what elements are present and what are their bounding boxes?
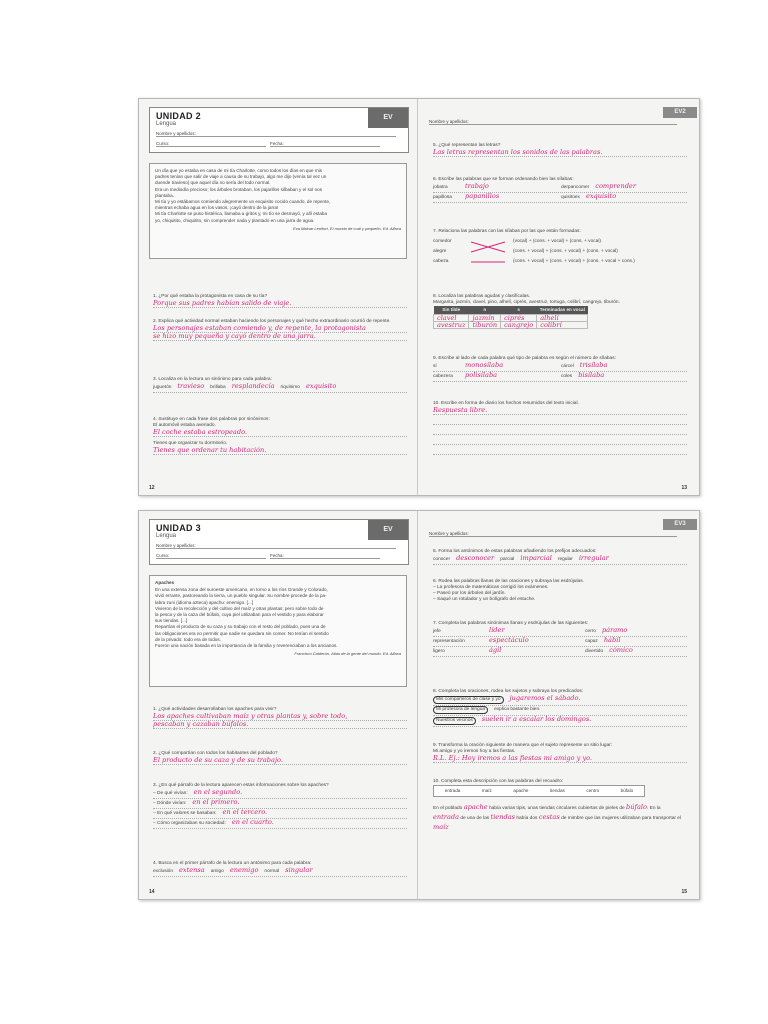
course-field[interactable]: Curso: [156, 141, 266, 147]
word: regular [557, 557, 573, 562]
word: exclusión [153, 869, 173, 874]
word: papillosa [433, 195, 452, 200]
reading-line: Vivieron de la recolección y del cultivo del maíz y otras plantas; pero sobre todo de [155, 605, 324, 611]
answer: Las letras representan los sonidos de las palabras. [433, 149, 687, 157]
answer: páramo [601, 626, 628, 634]
answer: hábil [603, 636, 621, 644]
word: juguetón [153, 385, 172, 390]
table-cell: cangrejo [501, 322, 537, 329]
box-word: búfalo [620, 788, 634, 793]
word: cerro [585, 629, 596, 634]
description-paragraph: En el poblado apache había varias tipis, unas tiendas circulares cubiertas de pieles de búfalo. En la entrada de una de las tiendas había dos cestas de mimbre que las mujeres utilizaban para transportar el maíz [433, 803, 682, 831]
date-field[interactable]: Fecha: [270, 553, 380, 559]
name-field[interactable]: Nombre y apellidos: [156, 131, 396, 137]
answer: R.L. Ej.: Hoy iremos a las fiestas mi amigo y yo. [433, 755, 687, 763]
name-field[interactable]: Nombre y apellidos: [429, 119, 677, 125]
reading-line: la pesca y de la caza del búfalo, cuya piel utilizaban para el vestido y para elaborar [155, 612, 324, 618]
answer: exquisito [305, 382, 337, 390]
word: capaz [585, 639, 598, 644]
answer: entrada [433, 813, 460, 821]
word: coles [561, 374, 573, 379]
date-field[interactable]: Fecha: [270, 141, 380, 147]
answer: Los personajes estaban comiendo y, de repente, la protagonista [153, 325, 407, 333]
answer: cómico [609, 646, 633, 654]
word: brillaba [210, 385, 226, 390]
answer: espectáculo [489, 636, 529, 644]
reading-line: de la privado: todo era de todos. [155, 636, 221, 642]
page-left [139, 99, 418, 495]
syllable-pattern: (vocal) + (cons. + vocal) + (cons. + vocal) [513, 239, 601, 244]
question-6 [433, 579, 687, 603]
word: cárcel [561, 364, 574, 369]
answer: Respuesta libre. [433, 407, 687, 415]
answer: cestas [538, 813, 560, 821]
unit-header [149, 107, 409, 153]
reading-line: duende travieso) que aquel día no sería del todo normal. [155, 180, 271, 186]
worksheet-spread-unit-3 [138, 510, 700, 900]
reading-line: Era un mediodía precioso; los árboles brotaban, los pajarillos silbaban y el sol nos [155, 186, 323, 192]
page-right [419, 511, 697, 899]
page-right [419, 99, 697, 495]
word: derpancomer [561, 185, 590, 190]
question-1 [153, 707, 407, 729]
match-word: alegre [433, 249, 447, 254]
question-10 [433, 401, 687, 455]
question-10 [433, 779, 687, 833]
box-word: entrada [444, 788, 461, 793]
question-3 [153, 783, 407, 829]
answer: singular [285, 866, 313, 874]
item-label: – De qué vivían: [153, 791, 188, 796]
question-3 [153, 377, 407, 393]
question-text: 1. ¿Qué actividades desarrollaban los apaches para vivir? [153, 707, 277, 712]
question-8 [433, 294, 687, 329]
page-number: 15 [681, 889, 687, 895]
box-word: apache [513, 788, 529, 793]
answer: apache [463, 803, 488, 811]
question-8 [433, 689, 687, 727]
question-text: 5. Forma los antónimos de estas palabras añadiendo los prefijos adecuados: [433, 549, 597, 554]
question-1 [153, 294, 407, 308]
answer: desconocer [456, 554, 495, 562]
word: riquísimo [280, 385, 300, 390]
answer: Porque sus padres habían salido de viaje. [153, 300, 407, 308]
question-9 [433, 356, 687, 382]
word: jefe [433, 629, 441, 634]
table-cell: avestruz [434, 322, 469, 329]
list-item [153, 799, 407, 809]
classification-table [433, 306, 588, 329]
question-text: 3. ¿En qué párrafo de la lectura aparecen estas informaciones sobre los apaches? [153, 783, 329, 788]
subject: Mis compañeros de clase y yo [433, 696, 504, 704]
answer: resplandecía [231, 382, 275, 390]
table-cell: tiburón [469, 322, 501, 329]
answer: travieso [177, 382, 205, 390]
question-4 [153, 861, 407, 877]
item-label: – Dónde vivían: [153, 801, 187, 806]
subject: Nuestros vecinos [433, 717, 476, 725]
list-item [153, 809, 407, 819]
ev-tag: EV2 [663, 107, 697, 118]
question-text: 6. Escribe las palabras que se forman ordenando bien las sílabas: [433, 177, 574, 182]
reading-line: Fueron una nación basada en la importancia de la familia y reverenciaban a los ancianos. [155, 643, 338, 649]
sentence: – La profesora de matemáticas corrigió los exámenes. [433, 585, 549, 590]
reading-line: En una extensa zona del suroeste americano, en torno a los ríos Grande y Colorado, [155, 587, 328, 593]
answer: Tienes que ordenar tu habitación. [153, 447, 407, 455]
page-number: 13 [681, 485, 687, 491]
question-text: 4. Busca en el primer párrafo de la lectura un antónimo para cada palabra: [153, 861, 312, 866]
answer: enemigo [229, 866, 259, 874]
sentence: – Paseó por los árboles del jardín. [433, 591, 506, 596]
box-word: centro [586, 788, 600, 793]
answer: líder [489, 626, 505, 634]
question-text: 1. ¿Por qué estaba la protagonista en casa de su tía? [153, 294, 268, 299]
answer: exquisito [585, 192, 617, 200]
table-header: s [501, 306, 537, 315]
unit-title: UNIDAD 2 [156, 111, 201, 121]
unit-badge: EV [368, 520, 408, 540]
question-text: 6. Rodea las palabras llanas de las oraciones y subraya las esdrújulas. [433, 579, 584, 584]
word: sí [433, 364, 437, 369]
word-box [433, 785, 645, 797]
question-6 [433, 177, 687, 203]
word: cabezera [433, 374, 453, 379]
reading-line: vivió errante, pastoreando la tierra, un pueblo singular. Su nombre procede de la pa- [155, 593, 327, 599]
page-number: 14 [149, 889, 155, 895]
box-word: tiendas [550, 788, 565, 793]
answer: pescaban y cazaban búfalos. [153, 721, 407, 729]
list-item [153, 819, 407, 829]
answer: extensa [179, 866, 205, 874]
question-text: 3. Localiza en la lectura un sinónimo para cada palabra: [153, 377, 272, 382]
subject-label: Lengua [156, 533, 177, 539]
unit-title: UNIDAD 3 [156, 523, 201, 533]
reading-passage [149, 575, 407, 687]
table-header: n [469, 306, 501, 315]
sentence: Mi amigo y yo iremos hoy a las fiestas. [433, 749, 516, 754]
word: ligero [433, 649, 445, 654]
reading-source: Eva Mainar Leolfort, El mundo de cuál y pequeño. Ed. Alfaca [293, 225, 401, 231]
question-text: 9. Transforma la oración siguiente de manera que el sujeto represente un sitio lugar: [433, 743, 613, 748]
table-header: Terminadas en vocal [537, 306, 588, 315]
sentence: – Saqué un rotulador y un bolígrafo del estuche. [433, 597, 536, 602]
table-cell: clavel [434, 315, 469, 322]
answer: imparcial [520, 554, 552, 562]
sentence: Tienes que organizar tu dormitorio. [153, 441, 228, 446]
reading-title: Apaches [155, 580, 175, 585]
question-5 [433, 143, 687, 157]
question-text: 10. Escribe en forma de diario los hechos resumidos del texto inicial. [433, 401, 579, 406]
unit-header [149, 519, 409, 565]
question-9 [433, 743, 687, 763]
table-cell: alhelí [537, 315, 588, 322]
match-word: comedor [433, 239, 452, 244]
reading-line: plantaba. [155, 192, 174, 198]
reading-line: Un día que yo estaba en casa de mi tía Charlotte, como todos los días en que mis [155, 168, 323, 173]
reading-line: labra zuni (idioma azteca) apachu: enemigo. [...] [155, 599, 254, 605]
match-word: cabeza [433, 259, 449, 264]
question-text: 7. Completa las palabras sinónimas llanas y esdrújulas de las siguientes: [433, 621, 589, 626]
answer: ágil [489, 646, 502, 654]
word: conocer [433, 557, 451, 562]
table-header: Sin tilde [434, 306, 469, 315]
subject: Mi profesora de lengua [433, 706, 488, 714]
answer: monosílaba [465, 361, 504, 369]
question-text: 4. Sustituye en cada frase dos palabras por sinónimos: [153, 417, 270, 422]
name-field[interactable]: Nombre y apellidos: [429, 531, 677, 537]
worksheet-spread-unit-2 [138, 98, 700, 496]
question-text: 2. ¿Qué compartían con todos los habitantes del poblado? [153, 751, 278, 756]
word: normal [264, 869, 280, 874]
answer: en el segundo. [193, 788, 243, 796]
answer: irregular [578, 554, 609, 562]
question-text: 7. Relaciona las palabras con las sílabas por las que están formadas: [433, 229, 581, 234]
syllable-pattern: (cons. + vocal) + (cons. + vocal) + (cons. + vocal + cons.) [513, 259, 635, 264]
question-2 [153, 751, 407, 765]
course-field[interactable]: Curso: [156, 553, 266, 559]
question-2 [153, 319, 407, 341]
word-list: Margarita, jazmín, clavel, pino, alhelí, ciprés, avestruz, tortuga, colibrí, cangrejo, tiburón. [433, 300, 620, 305]
reading-line: mientras echaba agua en los vasos, ¡cayó dentro de la jarra! [155, 205, 279, 211]
answer: en el primero. [192, 798, 240, 806]
answer: se hizo muy pequeña y cayó dentro de una jarra. [153, 333, 407, 341]
answer: trisílaba [579, 361, 608, 369]
answer: El producto de su caza y de su trabajo. [153, 757, 407, 765]
reading-source: Francisco Calderón, Atlas de la gente del mundo. Ed. Alfaca [294, 651, 401, 657]
table-cell: jazmín [469, 315, 501, 322]
reading-line: Repartían el producto de su caza y su trabajo con el resto del poblado, pues una de [155, 624, 326, 630]
page-left [139, 511, 418, 899]
answer: en el cuarto. [231, 818, 274, 826]
answer: Los apaches cultivaban maíz y otras plantas y, sobre todo, [153, 713, 407, 721]
question-7 [433, 229, 687, 271]
word: quisitoex [561, 195, 580, 200]
page-number: 12 [149, 485, 155, 491]
reading-line: sus tiendas. [...] [155, 618, 188, 624]
answer: polisílaba [465, 371, 498, 379]
predicate: explica bastante bien. [494, 707, 541, 712]
answer: búfalo [626, 803, 647, 811]
answer: maíz [433, 823, 449, 831]
table-cell: colibrí [537, 322, 588, 329]
box-word: maíz [481, 788, 492, 793]
answer: bisílaba [578, 371, 605, 379]
question-text: 8. Localiza las palabras agudas y clasifícalas. [433, 294, 531, 299]
subject-label: Lengua [156, 121, 177, 127]
question-5 [433, 549, 687, 565]
sentence: El automóvil estaba averiado. [153, 423, 216, 428]
reading-passage [149, 163, 407, 259]
question-text: 2. Explica qué actividad normal estaban haciendo los personajes y qué hecho extraordinario ocurrió de repente. [153, 319, 391, 324]
word: jobatra [433, 185, 448, 190]
answer: comprender [595, 182, 636, 190]
syllable-pattern: (cons. + vocal) + (cons. + vocal) + (cons. + vocal) [513, 249, 618, 254]
word: parcial [500, 557, 515, 562]
reading-line: Mi tía Charlotte se puso histérica, llamaba a gritos y, mi tío se desmayó, y allí estaba [155, 211, 328, 217]
reading-line: Mi tía y yo estábamos comiendo alegremente un exquisito cocido cuando, de repente, [155, 199, 331, 205]
reading-line: yo, chiquitito, chiquitito, sin comprender nada y plantado en una jarra de agua. [155, 217, 315, 223]
answer: tiendas [490, 813, 515, 821]
word: representación [433, 639, 465, 644]
question-text: 5. ¿Qué representan las letras? [433, 143, 501, 148]
question-text: 8. Completa las oraciones, rodea los sujetos y subraya los predicados: [433, 689, 584, 694]
answer: papanillos [465, 192, 500, 200]
table-cell: ciprés [501, 315, 537, 322]
predicate: jugaremos el sábado. [509, 694, 581, 702]
question-text: 9. Escribe al lado de cada palabra qué tipo de palabra es según el número de sílabas: [433, 356, 616, 361]
answer: El coche estaba estropeado. [153, 429, 407, 437]
list-item [153, 789, 407, 799]
reading-line: las obligaciones era no permitir que nadie se quedara sin comer. No tenían el sentido [155, 630, 329, 636]
predicate: suelen ir a escalar los domingos. [481, 715, 592, 723]
ev-tag: EV3 [663, 519, 697, 530]
word: divertido [585, 649, 604, 654]
answer: trabajo [465, 182, 489, 190]
question-7 [433, 621, 687, 657]
question-text: 10. Completa esta descripción con las palabras del recuadro: [433, 779, 564, 784]
item-label: – Cómo organizaban su sociedad: [153, 821, 226, 826]
question-4 [153, 417, 407, 455]
matching-lines [469, 237, 509, 269]
word: amigo [210, 869, 224, 874]
name-field[interactable]: Nombre y apellidos: [156, 543, 396, 549]
unit-badge: EV [368, 108, 408, 128]
item-label: – En qué valores se basaban: [153, 811, 217, 816]
reading-line: padres tenían que salir de viaje a causa de su trabajo, algo me dijo (venía tal vez un [155, 174, 327, 180]
answer: en el tercero. [222, 808, 268, 816]
